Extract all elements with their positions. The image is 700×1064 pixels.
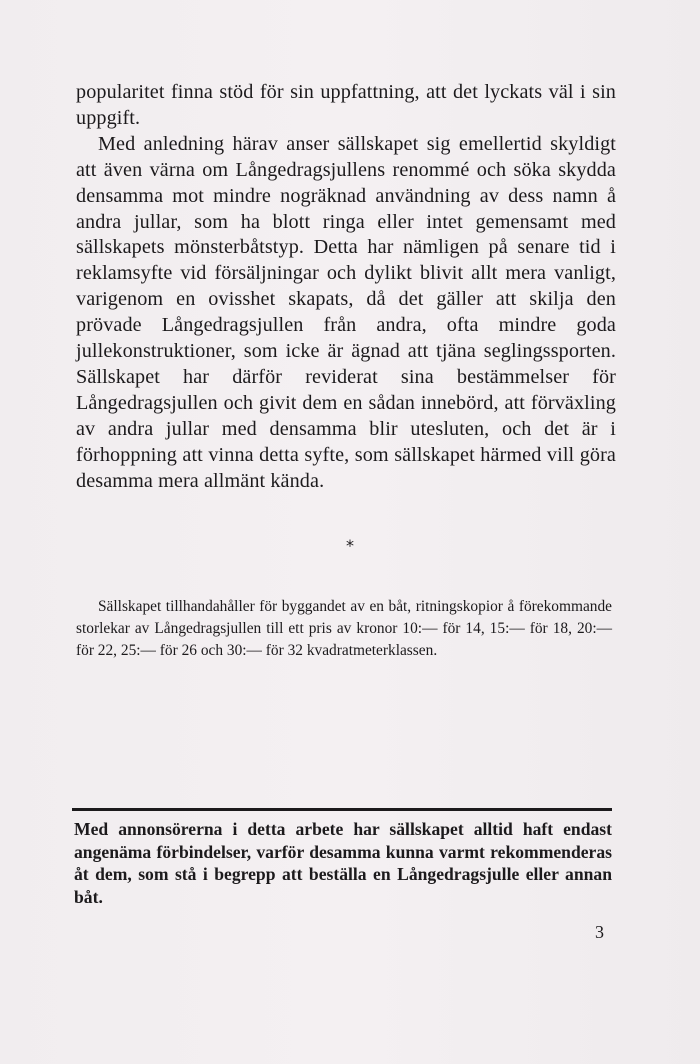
page-number: 3 — [595, 922, 604, 942]
horizontal-rule — [72, 808, 612, 811]
paragraph-main: Med anledning härav anser sällskapet sig emellertid skyldigt att även värna om Långedragsjullens renommé och söka skydda densamma mot mindre nogräknad användning av dess namn å andra jullar, som ha blott ringa eller intet gemensamt med sällskapets mönsterbåtstyp. Detta har nämligen på senare tid i reklamsyfte vid försäljningar och dylikt blivit allt mera vanligt, varigenom en ovisshet skapats, då det gäller att skilja den prövade Långedragsjullen från andra, ofta mindre goda jullekonstruktioner, som icke är ägnad att tjäna seglingssporten. Sällskapet har därför reviderat sina bestämmelser för Långedragsjullen och givit dem en sådan innebörd, att förväxling av andra jullar med densamma blir utesluten, och det är i förhoppning att vinna detta syfte, som sällskapet härmed vill göra desamma mera allmänt kända. — [76, 132, 616, 492]
footnote-drawings-price: Sällskapet tillhandahåller för byggandet av en båt, ritningskopior å förekommande storlekar av Långedragsjullen till ett pris av kronor 10:— för 14, 15:— för 18, 20:— för 22, 25:— för 26 och 30:— för 32 kvadratmeterklassen. — [76, 598, 612, 659]
section-separator-star: * — [346, 536, 354, 555]
paragraph-continuation: popularitet finna stöd för sin uppfattning, att det lyckats väl i sin uppgift. — [76, 81, 616, 129]
advertisers-notice: Med annonsörerna i detta arbete har sällskapet alltid haft endast angenäma förbindelser, varför desamma kunna varmt rekommenderas åt dem, som stå i begrepp att beställa en Långedragsjulle eller annan båt. — [74, 819, 612, 907]
body-text — [76, 80, 616, 495]
